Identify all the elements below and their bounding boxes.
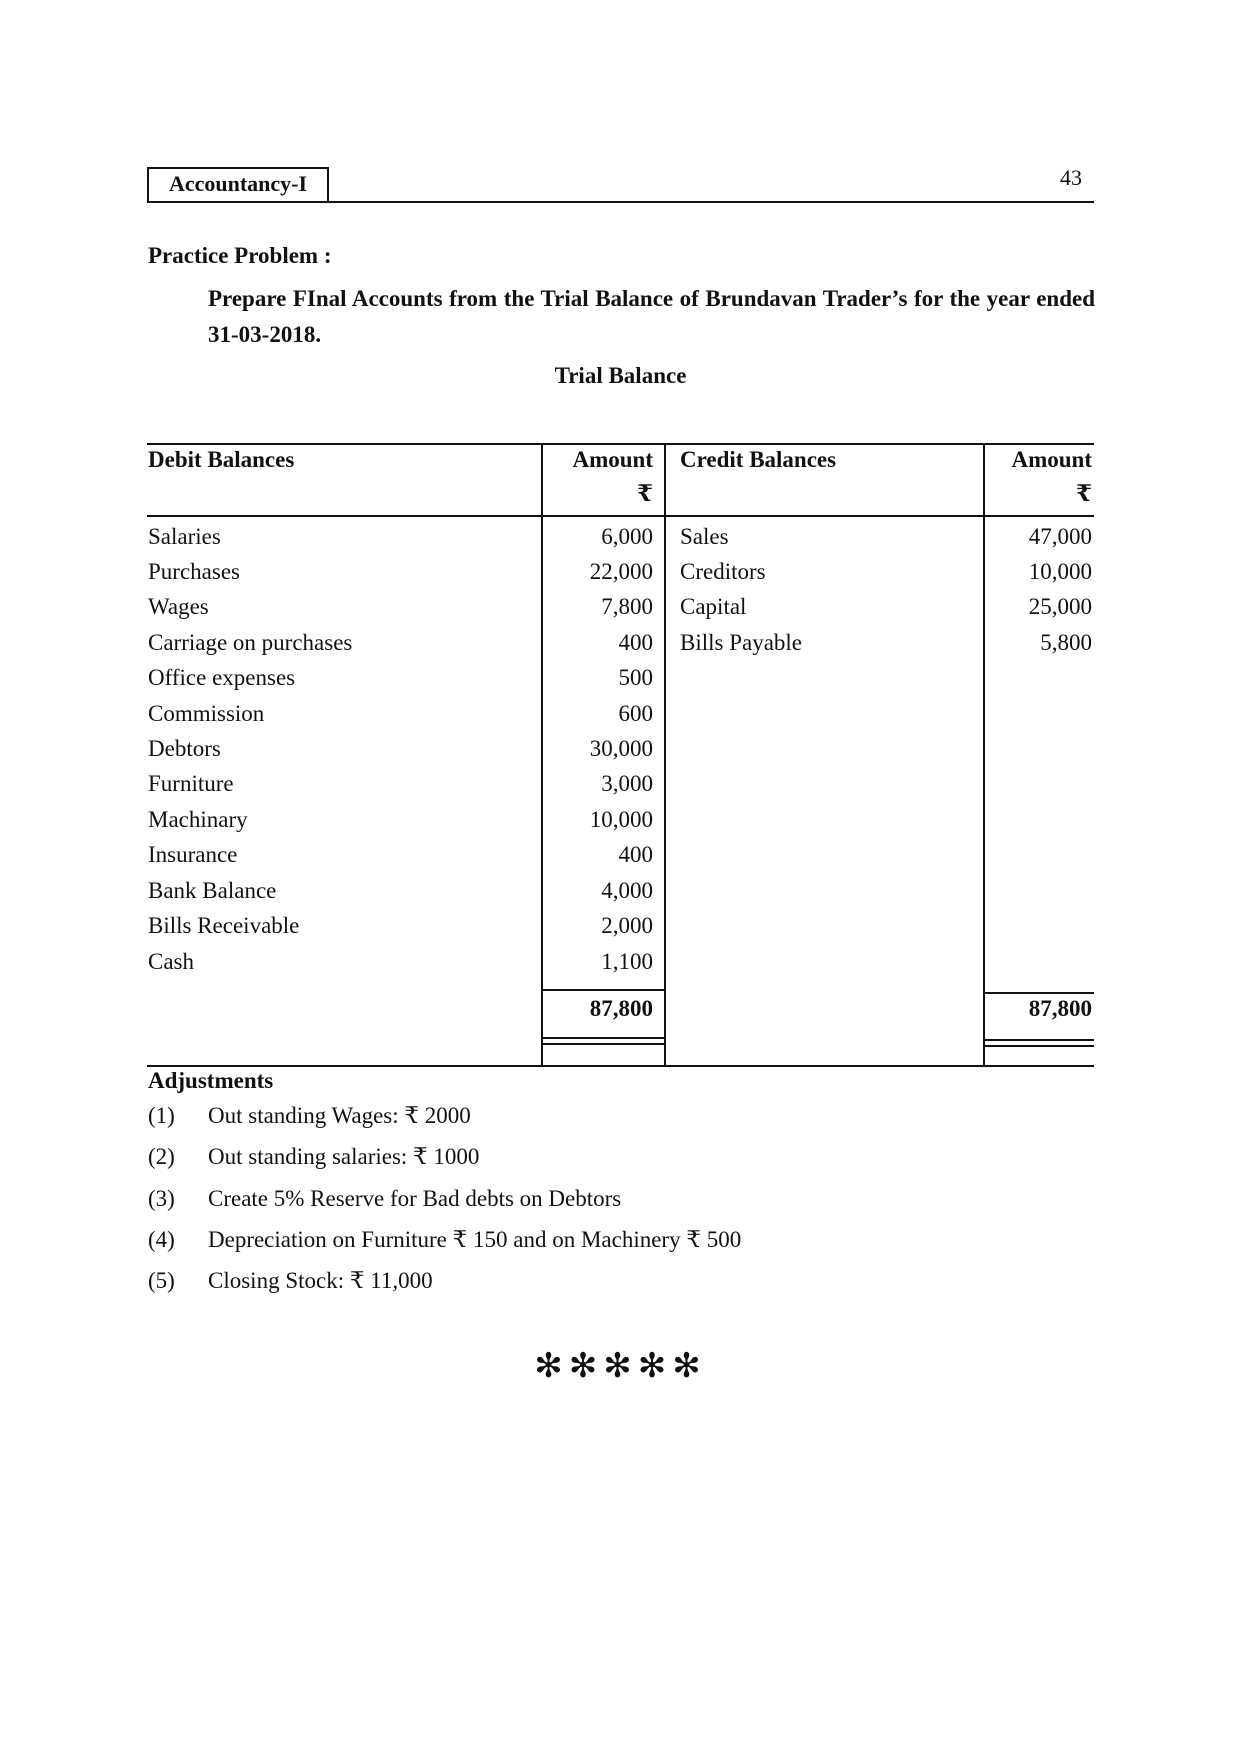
- col-divider-2: [664, 443, 666, 1066]
- col-divider-1: [541, 443, 543, 1066]
- adjustment-text: Out standing Wages: ₹ 2000: [208, 1103, 471, 1128]
- debit-row-label: Carriage on purchases: [148, 630, 353, 655]
- debit-header: Debit Balances: [148, 447, 295, 472]
- debit-row-label: Machinary: [148, 807, 248, 832]
- section-end-asterisks: ✻✻✻✻✻: [534, 1348, 707, 1385]
- col-divider-3: [983, 443, 985, 1066]
- credit-total-rule-2: [985, 1045, 1094, 1047]
- credit-currency-symbol: ₹: [1075, 481, 1092, 506]
- adjustment-item: [148, 1268, 433, 1294]
- debit-row-amount: 400: [618, 630, 653, 655]
- debit-row-label: Salaries: [148, 524, 221, 549]
- debit-row-amount: 400: [618, 842, 653, 867]
- credit-row-label: Sales: [680, 524, 729, 549]
- debit-row-label: Bills Receivable: [148, 913, 300, 938]
- credit-header: Credit Balances: [680, 447, 837, 472]
- adjustments-title: Adjustments: [148, 1068, 274, 1093]
- credit-row-label: Capital: [680, 594, 747, 619]
- debit-row-label: Purchases: [148, 559, 240, 584]
- debit-row-label: Cash: [148, 949, 194, 974]
- debit-row-label: Furniture: [148, 771, 234, 796]
- debit-total-rule-2: [542, 1043, 665, 1045]
- adjustment-text: Depreciation on Furniture ₹ 150 and on Machinery ₹ 500: [208, 1227, 742, 1252]
- debit-total-top-rule: [542, 989, 665, 991]
- debit-row-amount: 6,000: [601, 524, 653, 549]
- debit-row-amount: 1,100: [601, 949, 653, 974]
- debit-row-label: Insurance: [148, 842, 238, 867]
- adjustment-item: [148, 1186, 621, 1212]
- debit-row-label: Debtors: [148, 736, 221, 761]
- debit-row-amount: 7,800: [601, 594, 653, 619]
- credit-amount-header: Amount: [1011, 447, 1092, 472]
- credit-row-amount: 5,800: [1040, 630, 1092, 655]
- debit-row-amount: 2,000: [601, 913, 653, 938]
- debit-currency-symbol: ₹: [636, 481, 653, 506]
- adjustment-item: [148, 1103, 471, 1129]
- adjustment-number: (1): [148, 1103, 175, 1128]
- debit-row-amount: 500: [618, 665, 653, 690]
- table-top-rule: [147, 443, 1094, 445]
- debit-row-amount: 30,000: [589, 736, 653, 761]
- debit-total: 87,800: [589, 996, 653, 1021]
- debit-row-amount: 22,000: [589, 559, 653, 584]
- adjustment-text: Out standing salaries: ₹ 1000: [208, 1144, 480, 1169]
- instruction-text: Prepare FInal Accounts from the Trial Balance of Brundavan Trader’s for the year ended 31-03-2018.: [208, 286, 1095, 347]
- debit-row-amount: 3,000: [601, 771, 653, 796]
- credit-row-amount: 47,000: [1028, 524, 1092, 549]
- adjustment-number: (5): [148, 1268, 175, 1293]
- debit-amount-header: Amount: [572, 447, 653, 472]
- credit-total-top-rule: [985, 992, 1094, 994]
- header-rule: [147, 201, 1094, 203]
- debit-total-rule-1: [542, 1037, 665, 1039]
- debit-row-label: Office expenses: [148, 665, 296, 690]
- credit-row-label: Creditors: [680, 559, 766, 584]
- adjustment-text: Create 5% Reserve for Bad debts on Debtors: [208, 1186, 622, 1211]
- table-header-rule: [147, 515, 1094, 517]
- table-bottom-rule: [147, 1065, 1094, 1067]
- debit-row-amount: 600: [618, 701, 653, 726]
- adjustment-number: (4): [148, 1227, 175, 1252]
- section-title: Practice Problem :: [148, 243, 332, 268]
- adjustment-item: [148, 1227, 741, 1253]
- credit-row-amount: 25,000: [1028, 594, 1092, 619]
- credit-row-label: Bills Payable: [680, 630, 803, 655]
- adjustment-number: (2): [148, 1144, 175, 1169]
- adjustment-text: Closing Stock: ₹ 11,000: [208, 1268, 433, 1293]
- table-title: Trial Balance: [554, 363, 687, 388]
- adjustment-item: [148, 1144, 479, 1170]
- adjustment-number: (3): [148, 1186, 175, 1211]
- debit-row-label: Wages: [148, 594, 209, 619]
- page-number: 43: [1060, 165, 1082, 190]
- credit-total: 87,800: [1028, 996, 1092, 1021]
- credit-row-amount: 10,000: [1028, 559, 1092, 584]
- debit-row-amount: 4,000: [601, 878, 653, 903]
- credit-total-rule-1: [985, 1039, 1094, 1041]
- debit-row-label: Bank Balance: [148, 878, 277, 903]
- debit-row-amount: 10,000: [589, 807, 653, 832]
- subject-header: Accountancy-I: [147, 167, 329, 201]
- debit-row-label: Commission: [148, 701, 265, 726]
